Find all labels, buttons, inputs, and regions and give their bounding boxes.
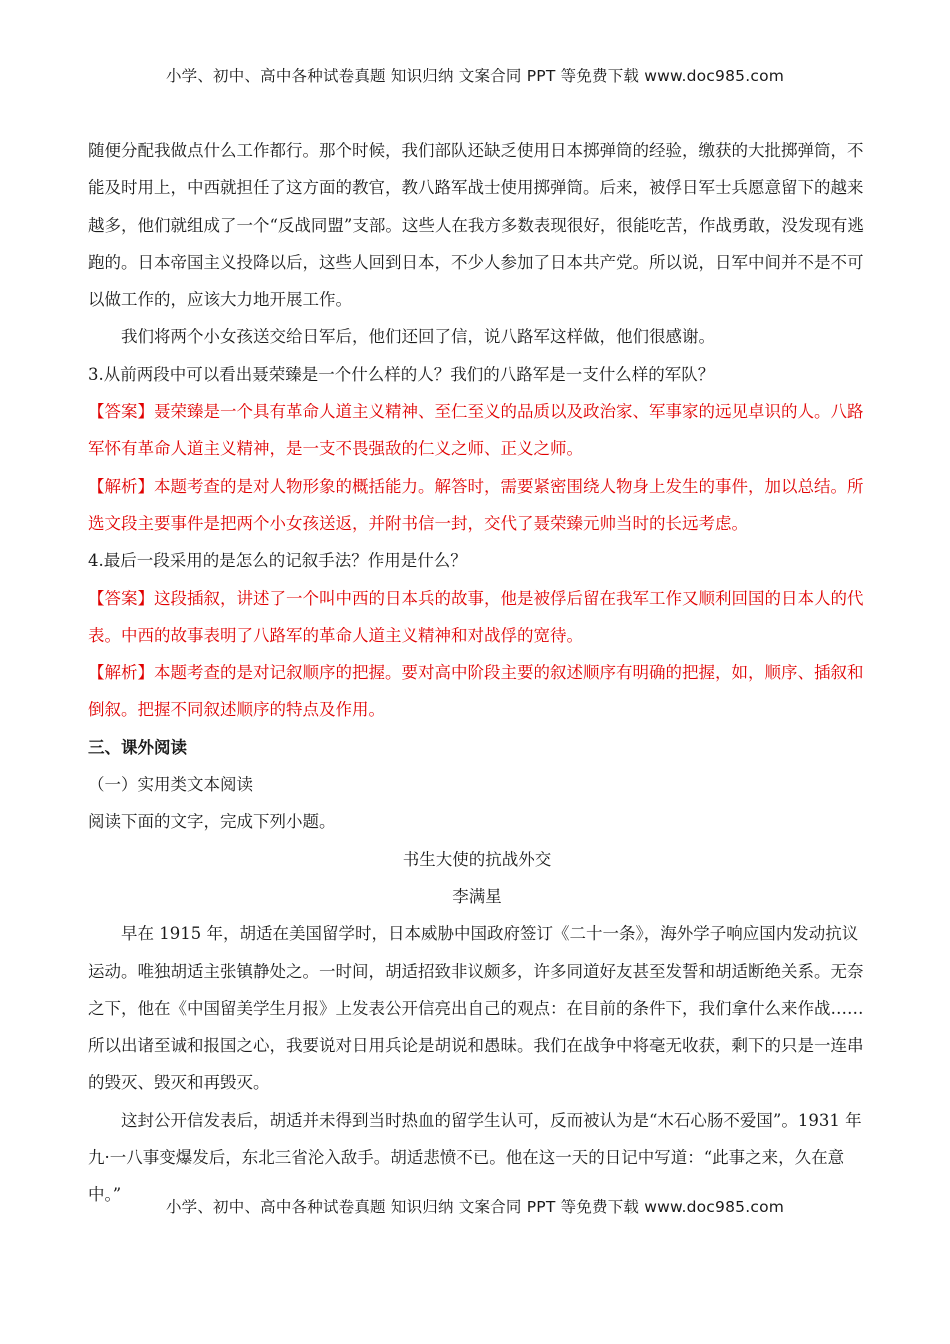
question-3: 3.从前两段中可以看出聂荣臻是一个什么样的人？我们的八路军是一支什么样的军队？ [88,364,715,384]
paragraph-letter: 我们将两个小女孩送交给日军后，他们还回了信，说八路军这样做，他们很感谢。 [121,327,715,347]
page-header: 小学、初中、高中各种试卷真题 知识归纳 文案合同 PPT 等免费下载 www.doc985.com [165,67,785,85]
question-3-analysis: 【解析】本题考查的是对人物形象的概括能力。解答时，需要紧密围绕人物身上发生的事件，加以总结。所选文段主要事件是把两个小女孩送返，并附书信一封，交代了聂荣臻元帅当时的长远考虑。 [88,476,864,533]
article-paragraph-2: 这封公开信发表后，胡适并未得到当时热血的留学生认可，反而被认为是“木石心肠不爱国”。1931 年九·一八事变爆发后，东北三省沦入敌手。胡适悲愤不已。他在这一天的日记中写道：“此事之来，久在意中。” [88,1110,862,1205]
article-paragraph-1: 早在 1915 年，胡适在美国留学时，日本威胁中国政府签订《二十一条》，海外学子响应国内发动抗议运动。唯独胡适主张镇静处之。一时间，胡适招致非议颇多，许多同道好友甚至发誓和胡适断绝关系。无奈之下，他在《中国留美学生月报》上发表公开信亮出自己的观点：在目前的条件下，我们拿什么来作战……所以出诸至诚和报国之心，我要说对日用兵论是胡说和愚昧。我们在战争中将毫无收获，剩下的只是一连串的毁灭、毁灭和再毁灭。 [88,924,864,1093]
question-4-analysis: 【解析】本题考查的是对记叙顺序的把握。要对高中阶段主要的叙述顺序有明确的把握，如，顺序、插叙和倒叙。把握不同叙述顺序的特点及作用。 [88,663,864,720]
section-heading: 三、课外阅读 [88,737,187,757]
question-4-answer: 【答案】这段插叙，讲述了一个叫中西的日本兵的故事，他是被俘后留在我军工作又顺利回国的日本人的代表。中西的故事表明了八路军的革命人道主义精神和对战俘的宽待。 [88,588,864,645]
question-4: 4.最后一段采用的是怎么的记叙手法？作用是什么？ [88,551,467,571]
question-3-answer: 【答案】聂荣臻是一个具有革命人道主义精神、至仁至义的品质以及政治家、军事家的远见卓识的人。八路军怀有革命人道主义精神，是一支不畏强敌的仁义之师、正义之师。 [88,402,864,459]
article-title: 书生大使的抗战外交 [402,849,552,869]
page-footer: 小学、初中、高中各种试卷真题 知识归纳 文案合同 PPT 等免费下载 www.doc985.com [165,1198,785,1216]
article-author: 李满星 [452,886,502,906]
reading-instruction: 阅读下面的文字，完成下列小题。 [88,812,336,832]
document-body [88,132,866,1214]
paragraph-continuation: 随便分配我做点什么工作都行。那个时候，我们部队还缺乏使用日本掷弹筒的经验，缴获的大批掷弹筒，不能及时用上，中西就担任了这方面的教官，教八路军战士使用掷弹筒。后来，被俘日军士兵愿意留下的越来越多，他们就组成了一个“反战同盟”支部。这些人在我方多数表现很好，很能吃苦，作战勇敢，没发现有逃跑的。日本帝国主义投降以后，这些人回到日本，不少人参加了日本共产党。所以说，日军中间并不是不可以做工作的，应该大力地开展工作。 [88,141,864,310]
subsection-heading: （一）实用类文本阅读 [88,775,253,795]
